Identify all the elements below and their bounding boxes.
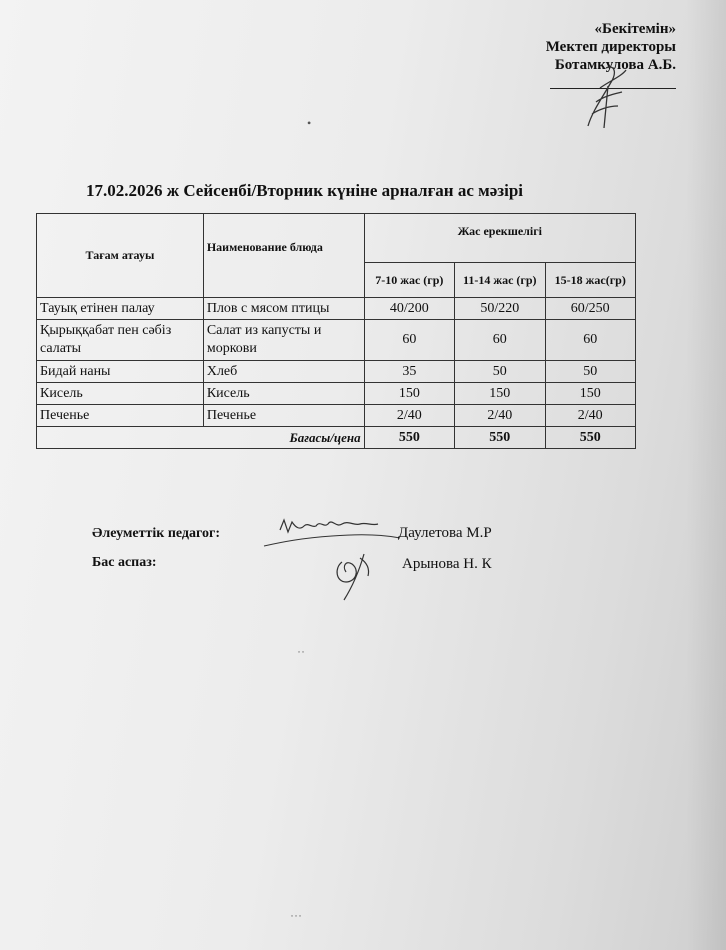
portion-15-18: 2/40 (545, 405, 636, 427)
approval-heading: «Бекітемін» (594, 21, 676, 37)
approval-director-name: Ботамкулова А.Б. (554, 57, 676, 73)
dish-ru: Печенье (203, 405, 364, 427)
head-cook-name: Арынова Н. К (402, 556, 492, 572)
director-signature (578, 62, 638, 134)
head-cook-signature (330, 548, 380, 604)
table-row (37, 298, 636, 320)
portion-15-18: 60/250 (545, 298, 636, 320)
table-row (37, 361, 636, 383)
table-row (37, 383, 636, 405)
table-row (37, 320, 636, 361)
portion-7-10: 150 (364, 383, 454, 405)
portion-11-14: 2/40 (455, 405, 545, 427)
table-row (37, 405, 636, 427)
header-age-group-3: 15-18 жас(гр) (545, 263, 636, 298)
page-title: 17.02.2026 ж Сейсенбі/Вторник күніне арналған ас мәзірі (86, 181, 524, 200)
portion-15-18: 50 (545, 361, 636, 383)
price-row (37, 427, 636, 449)
social-pedagogue-label: Әлеуметтік педагог: (92, 526, 221, 541)
page-shadow (686, 0, 726, 950)
price-15-18: 550 (545, 427, 636, 449)
dish-kz: Бидай наны (37, 361, 204, 383)
portion-7-10: 60 (364, 320, 454, 361)
header-age: Жас ерекшелігі (364, 214, 635, 263)
price-7-10: 550 (364, 427, 454, 449)
header-age-group-2: 11-14 жас (гр) (455, 263, 545, 298)
social-pedagogue-signature (262, 512, 402, 552)
dish-ru: Салат из капусты и моркови (203, 320, 364, 361)
price-11-14: 550 (455, 427, 545, 449)
speck-mark: • (307, 116, 312, 130)
dish-kz: Кисель (37, 383, 204, 405)
social-pedagogue-name: Даулетова М.Р (398, 525, 492, 541)
approval-position: Мектеп директоры (545, 39, 676, 55)
portion-11-14: 50/220 (455, 298, 545, 320)
head-cook-label: Бас аспаз: (92, 555, 157, 570)
dish-kz: Қырыққабат пен сәбіз салаты (37, 320, 204, 361)
dish-ru: Плов с мясом птицы (203, 298, 364, 320)
portion-11-14: 150 (455, 383, 545, 405)
dish-kz: Тауық етінен палау (37, 298, 204, 320)
header-dish-ru: Наименование блюда (203, 214, 364, 298)
price-label: Бағасы/цена (37, 427, 365, 449)
dish-ru: Кисель (203, 383, 364, 405)
speck-mark: ˙˙ (297, 648, 305, 662)
header-age-group-1: 7-10 жас (гр) (364, 263, 454, 298)
portion-7-10: 2/40 (364, 405, 454, 427)
portion-15-18: 60 (545, 320, 636, 361)
portion-15-18: 150 (545, 383, 636, 405)
portion-11-14: 50 (455, 361, 545, 383)
menu-table (36, 213, 636, 449)
dish-kz: Печенье (37, 405, 204, 427)
portion-7-10: 35 (364, 361, 454, 383)
speck-mark: ˙˙˙ (290, 912, 302, 926)
portion-11-14: 60 (455, 320, 545, 361)
header-dish-kz: Тағам атауы (37, 214, 204, 298)
dish-ru: Хлеб (203, 361, 364, 383)
portion-7-10: 40/200 (364, 298, 454, 320)
